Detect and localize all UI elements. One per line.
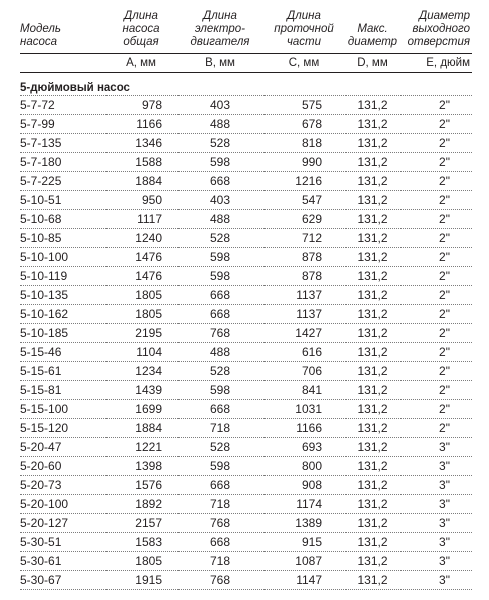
table-row: [20, 210, 472, 229]
cell-hydraulic-length: 1137: [264, 286, 346, 305]
section-row: [20, 73, 472, 96]
header-hydraulic-length: [264, 10, 346, 54]
cell-motor-length: 528: [178, 134, 264, 153]
cell-motor-length: 488: [178, 115, 264, 134]
cell-motor-length: 718: [178, 552, 264, 571]
cell-motor-length: 598: [178, 381, 264, 400]
cell-model: 5-10-162: [20, 305, 106, 324]
cell-hydraulic-length: 878: [264, 248, 346, 267]
cell-max-diameter: 131,2: [346, 400, 401, 419]
cell-model: 5-7-180: [20, 153, 106, 172]
cell-motor-length: 668: [178, 172, 264, 191]
cell-max-diameter: 131,2: [346, 210, 401, 229]
cell-hydraulic-length: 693: [264, 438, 346, 457]
table-row: [20, 191, 472, 210]
cell-outlet-diameter: 2": [401, 229, 472, 248]
cell-outlet-diameter: 3": [401, 571, 472, 590]
cell-model: 5-20-127: [20, 514, 106, 533]
cell-hydraulic-length: 800: [264, 457, 346, 476]
cell-model: 5-30-67: [20, 571, 106, 590]
cell-model: 5-15-81: [20, 381, 106, 400]
cell-max-diameter: 131,2: [346, 134, 401, 153]
header-line: Макс.: [357, 23, 388, 35]
table-row: [20, 267, 472, 286]
table-row: [20, 134, 472, 153]
table-row: [20, 495, 472, 514]
cell-hydraulic-length: 915: [264, 533, 346, 552]
table-row: [20, 381, 472, 400]
cell-model: 5-7-135: [20, 134, 106, 153]
cell-max-diameter: 131,2: [346, 191, 401, 210]
cell-motor-length: 668: [178, 476, 264, 495]
cell-outlet-diameter: 2": [401, 362, 472, 381]
cell-model: 5-10-100: [20, 248, 106, 267]
table-row: [20, 324, 472, 343]
cell-hydraulic-length: 1137: [264, 305, 346, 324]
cell-outlet-diameter: 2": [401, 248, 472, 267]
unit-e: E, дюйм: [401, 54, 472, 73]
cell-model: 5-15-46: [20, 343, 106, 362]
table-row: [20, 153, 472, 172]
cell-hydraulic-length: 878: [264, 267, 346, 286]
cell-hydraulic-length: 575: [264, 96, 346, 115]
cell-outlet-diameter: 2": [401, 324, 472, 343]
cell-motor-length: 718: [178, 419, 264, 438]
unit-b: B, мм: [178, 54, 264, 73]
cell-total-length: 1166: [106, 115, 178, 134]
cell-outlet-diameter: 2": [401, 172, 472, 191]
cell-total-length: 1805: [106, 552, 178, 571]
cell-outlet-diameter: 2": [401, 400, 472, 419]
cell-total-length: 1240: [106, 229, 178, 248]
cell-total-length: 978: [106, 96, 178, 115]
header-line: проточной: [274, 23, 334, 35]
cell-motor-length: 403: [178, 96, 264, 115]
cell-motor-length: 598: [178, 457, 264, 476]
cell-max-diameter: 131,2: [346, 96, 401, 115]
cell-model: 5-30-61: [20, 552, 106, 571]
cell-max-diameter: 131,2: [346, 419, 401, 438]
cell-model: 5-10-185: [20, 324, 106, 343]
cell-total-length: 2195: [106, 324, 178, 343]
cell-model: 5-7-99: [20, 115, 106, 134]
table-row: [20, 343, 472, 362]
cell-hydraulic-length: 818: [264, 134, 346, 153]
header-line: Диаметр: [419, 10, 470, 22]
cell-motor-length: 528: [178, 362, 264, 381]
cell-outlet-diameter: 2": [401, 286, 472, 305]
cell-max-diameter: 131,2: [346, 457, 401, 476]
cell-hydraulic-length: 1031: [264, 400, 346, 419]
cell-outlet-diameter: 2": [401, 267, 472, 286]
cell-max-diameter: 131,2: [346, 229, 401, 248]
cell-outlet-diameter: 3": [401, 514, 472, 533]
cell-motor-length: 488: [178, 343, 264, 362]
units-row: [20, 54, 472, 73]
header-line: двигателя: [190, 36, 250, 48]
cell-outlet-diameter: 3": [401, 438, 472, 457]
table-row: [20, 400, 472, 419]
cell-model: 5-20-47: [20, 438, 106, 457]
cell-model: 5-30-51: [20, 533, 106, 552]
cell-outlet-diameter: 3": [401, 476, 472, 495]
header-line: части: [286, 36, 322, 48]
cell-max-diameter: 131,2: [346, 476, 401, 495]
cell-total-length: 1892: [106, 495, 178, 514]
cell-total-length: 1398: [106, 457, 178, 476]
cell-total-length: 1576: [106, 476, 178, 495]
header-line: насоса: [20, 36, 58, 48]
cell-outlet-diameter: 2": [401, 210, 472, 229]
cell-outlet-diameter: 2": [401, 134, 472, 153]
cell-hydraulic-length: 1087: [264, 552, 346, 571]
cell-hydraulic-length: 990: [264, 153, 346, 172]
table-row: [20, 533, 472, 552]
cell-outlet-diameter: 2": [401, 115, 472, 134]
cell-motor-length: 403: [178, 191, 264, 210]
cell-motor-length: 768: [178, 324, 264, 343]
cell-total-length: 1583: [106, 533, 178, 552]
cell-hydraulic-length: 841: [264, 381, 346, 400]
cell-outlet-diameter: 2": [401, 419, 472, 438]
cell-outlet-diameter: 2": [401, 381, 472, 400]
cell-model: 5-10-51: [20, 191, 106, 210]
unit-model: [20, 54, 106, 73]
cell-model: 5-10-119: [20, 267, 106, 286]
cell-max-diameter: 131,2: [346, 153, 401, 172]
cell-max-diameter: 131,2: [346, 362, 401, 381]
cell-model: 5-20-100: [20, 495, 106, 514]
table-row: [20, 552, 472, 571]
cell-total-length: 1805: [106, 305, 178, 324]
cell-total-length: 1588: [106, 153, 178, 172]
table-row: [20, 305, 472, 324]
cell-model: 5-15-100: [20, 400, 106, 419]
table-row: [20, 514, 472, 533]
cell-hydraulic-length: 629: [264, 210, 346, 229]
cell-model: 5-10-135: [20, 286, 106, 305]
cell-motor-length: 768: [178, 571, 264, 590]
cell-outlet-diameter: 3": [401, 457, 472, 476]
table-row: [20, 229, 472, 248]
cell-hydraulic-length: 1147: [264, 571, 346, 590]
cell-max-diameter: 131,2: [346, 495, 401, 514]
cell-model: 5-15-61: [20, 362, 106, 381]
cell-model: 5-10-68: [20, 210, 106, 229]
cell-motor-length: 668: [178, 533, 264, 552]
table-row: [20, 419, 472, 438]
cell-total-length: 1476: [106, 248, 178, 267]
pump-specs-table: [20, 10, 472, 590]
table-row: [20, 286, 472, 305]
table-row: [20, 172, 472, 191]
cell-motor-length: 598: [178, 267, 264, 286]
cell-motor-length: 668: [178, 286, 264, 305]
cell-hydraulic-length: 1216: [264, 172, 346, 191]
cell-hydraulic-length: 1427: [264, 324, 346, 343]
header-line: Длина: [287, 10, 321, 22]
section-title: 5-дюймовый насос: [20, 73, 472, 96]
cell-total-length: 1104: [106, 343, 178, 362]
cell-hydraulic-length: 908: [264, 476, 346, 495]
cell-outlet-diameter: 3": [401, 495, 472, 514]
table-row: [20, 115, 472, 134]
cell-motor-length: 668: [178, 400, 264, 419]
cell-outlet-diameter: 2": [401, 305, 472, 324]
cell-outlet-diameter: 2": [401, 191, 472, 210]
cell-motor-length: 768: [178, 514, 264, 533]
table-row: [20, 438, 472, 457]
cell-hydraulic-length: 1174: [264, 495, 346, 514]
cell-hydraulic-length: 1166: [264, 419, 346, 438]
header-model: [20, 10, 106, 54]
cell-total-length: 1884: [106, 172, 178, 191]
cell-model: 5-20-60: [20, 457, 106, 476]
cell-max-diameter: 131,2: [346, 381, 401, 400]
cell-motor-length: 488: [178, 210, 264, 229]
cell-total-length: 1221: [106, 438, 178, 457]
cell-hydraulic-length: 616: [264, 343, 346, 362]
header-max-diameter: [346, 10, 401, 54]
header-line: Длина: [124, 10, 158, 22]
cell-total-length: 2157: [106, 514, 178, 533]
cell-model: 5-15-120: [20, 419, 106, 438]
cell-max-diameter: 131,2: [346, 571, 401, 590]
cell-outlet-diameter: 2": [401, 96, 472, 115]
cell-outlet-diameter: 3": [401, 533, 472, 552]
cell-model: 5-7-72: [20, 96, 106, 115]
cell-max-diameter: 131,2: [346, 438, 401, 457]
cell-max-diameter: 131,2: [346, 305, 401, 324]
cell-max-diameter: 131,2: [346, 172, 401, 191]
header-line: выходного: [412, 23, 470, 35]
cell-total-length: 1699: [106, 400, 178, 419]
cell-max-diameter: 131,2: [346, 324, 401, 343]
cell-outlet-diameter: 3": [401, 552, 472, 571]
header-row: [20, 10, 472, 54]
header-line: Длина: [203, 10, 237, 22]
cell-max-diameter: 131,2: [346, 533, 401, 552]
cell-model: 5-10-85: [20, 229, 106, 248]
unit-a: A, мм: [106, 54, 178, 73]
cell-total-length: 1476: [106, 267, 178, 286]
header-total-length: [106, 10, 178, 54]
unit-d: D, мм: [346, 54, 401, 73]
cell-total-length: 1234: [106, 362, 178, 381]
cell-total-length: 1915: [106, 571, 178, 590]
cell-model: 5-7-225: [20, 172, 106, 191]
cell-max-diameter: 131,2: [346, 286, 401, 305]
cell-outlet-diameter: 2": [401, 343, 472, 362]
table-body: [20, 73, 472, 590]
cell-motor-length: 528: [178, 438, 264, 457]
cell-motor-length: 718: [178, 495, 264, 514]
header-line: общая: [123, 36, 159, 48]
cell-hydraulic-length: 678: [264, 115, 346, 134]
cell-max-diameter: 131,2: [346, 248, 401, 267]
cell-total-length: 1346: [106, 134, 178, 153]
unit-c: C, мм: [264, 54, 346, 73]
cell-hydraulic-length: 712: [264, 229, 346, 248]
cell-hydraulic-length: 547: [264, 191, 346, 210]
header-outlet-diameter: [401, 10, 472, 54]
cell-total-length: 1117: [106, 210, 178, 229]
cell-total-length: 1884: [106, 419, 178, 438]
cell-total-length: 1805: [106, 286, 178, 305]
cell-total-length: 1439: [106, 381, 178, 400]
cell-max-diameter: 131,2: [346, 343, 401, 362]
cell-hydraulic-length: 1389: [264, 514, 346, 533]
cell-motor-length: 598: [178, 248, 264, 267]
cell-max-diameter: 131,2: [346, 514, 401, 533]
table-row: [20, 457, 472, 476]
cell-motor-length: 598: [178, 153, 264, 172]
header-motor-length: [178, 10, 264, 54]
table-row: [20, 248, 472, 267]
cell-max-diameter: 131,2: [346, 552, 401, 571]
cell-total-length: 950: [106, 191, 178, 210]
header-line: насоса: [122, 23, 160, 35]
cell-max-diameter: 131,2: [346, 267, 401, 286]
header-line: Модель: [20, 23, 61, 35]
table-row: [20, 96, 472, 115]
header-line: отверстия: [407, 36, 470, 48]
header-line: диаметр: [347, 36, 398, 48]
cell-hydraulic-length: 706: [264, 362, 346, 381]
table-row: [20, 476, 472, 495]
header-line: электро-: [195, 23, 245, 35]
cell-motor-length: 528: [178, 229, 264, 248]
cell-motor-length: 668: [178, 305, 264, 324]
cell-max-diameter: 131,2: [346, 115, 401, 134]
cell-model: 5-20-73: [20, 476, 106, 495]
table-row: [20, 571, 472, 590]
cell-outlet-diameter: 2": [401, 153, 472, 172]
table-row: [20, 362, 472, 381]
